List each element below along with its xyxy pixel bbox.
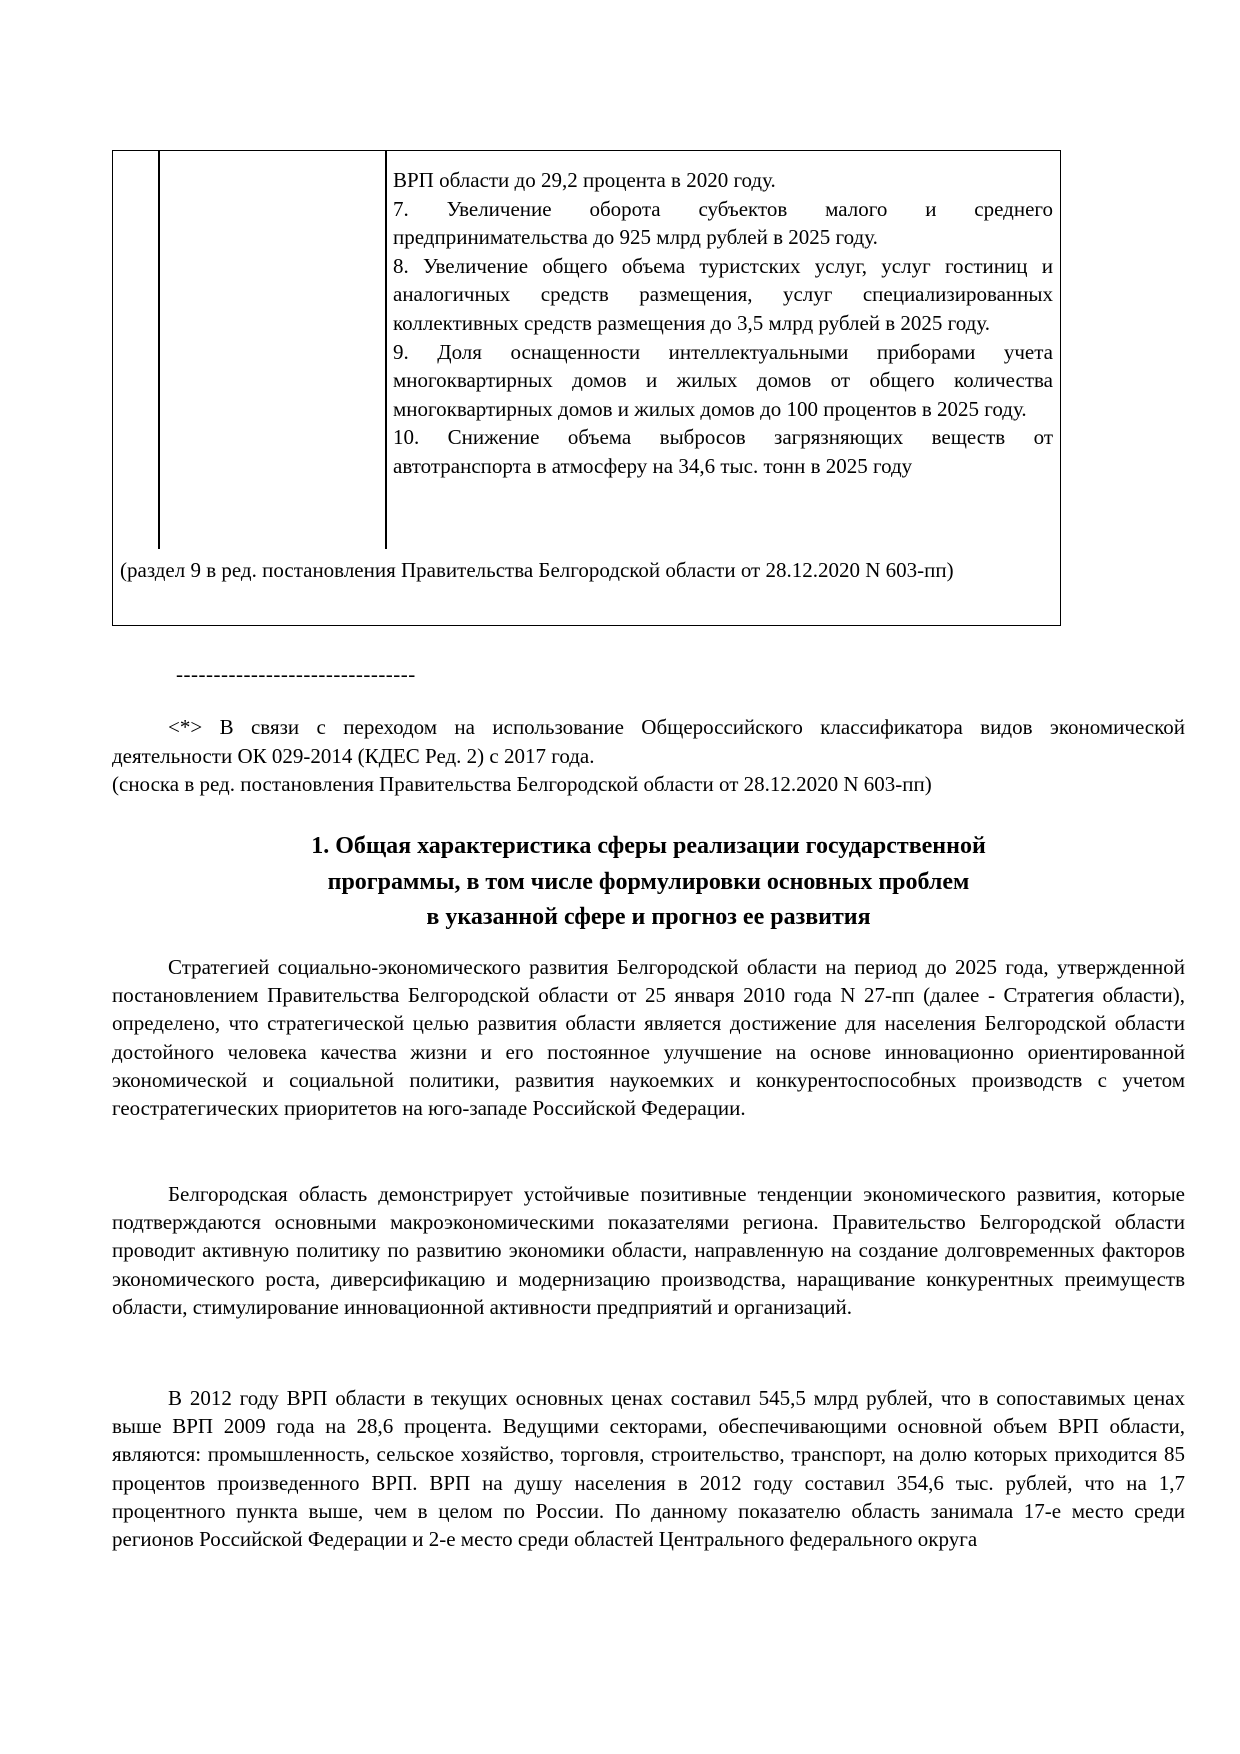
table-column-divider xyxy=(385,151,387,549)
heading-line: 1. Общая характеристика сферы реализации государственной xyxy=(311,833,986,859)
paragraph-trends: Белгородская область демонстрирует устойчивые позитивные тенденции экономического развития, которые подтверждаются основными макроэкономическими показателями региона. Правительство Белгородской области проводит активную политику по развитию экономики области, направленную на создание долговременных факторов экономического роста, диверсификацию и модернизацию производства, наращивание конкурентных преимуществ области, стимулирование инновационной активности предприятий и организаций. xyxy=(112,1182,1185,1319)
footnote-text: <*> В связи с переходом на использование Общероссийского классификатора видов экономической деятельности ОК 029-2014 (КДЕС Ред. 2) с 2017 года. xyxy=(112,715,1185,768)
paragraph-grp-2012: В 2012 году ВРП области в текущих основных ценах составил 545,5 млрд рублей, что в сопоставимых ценах выше ВРП 2009 года на 28,6 процента. Ведущими секторами, обеспечивающими основной объем ВРП области, являются: промышленность, сельское хозяйство, торговля, строительство, транспорт, на долю которых приходится 85 процентов произведенного ВРП. ВРП на душу населения в 2012 году составил 354,6 тыс. рублей, что на 1,7 процентного пункта выше, чем в целом по России. По данному показателю область занимала 17-е место среди регионов Российской Федерации и 2-е место среди областей Центрального федерального округа xyxy=(112,1386,1185,1552)
indicator-9: 9. Доля оснащенности интеллектуальными приборами учета многоквартирных домов и жилых домов от общего количества многоквартирных домов и жилых домов до 100 процентов в 2025 году. xyxy=(393,339,1053,421)
paragraph-strategy: Стратегией социально-экономического развития Белгородской области на период до 2025 года, утвержденной постановлением Правительства Белгородской области от 25 января 2010 года N 27-пп (далее - Стратегия области), определено, что стратегической целью развития области является достижение для населения Белгородской области достойного человека качества жизни и его постоянное улучшение на основе инновационно ориентированной экономической и социальной политики, развития наукоемких и конкурентоспособных производств с учетом геостратегических приоритетов на юго-западе Российской Федерации. xyxy=(112,955,1185,1121)
indicator-8: 8. Увеличение общего объема туристских услуг, услуг гостиниц и аналогичных средств размещения, услуг специализированных коллективных средств размещения до 3,5 млрд рублей в 2025 году. xyxy=(393,253,1053,335)
indicator-7: 7. Увеличение оборота субъектов малого и среднего предпринимательства до 925 млрд рублей в 2025 году. xyxy=(393,196,1053,250)
table-column-divider xyxy=(158,151,160,549)
heading-line: в указанной сфере и прогноз ее развития xyxy=(426,904,871,930)
indicator-10: 10. Снижение объема выбросов загрязняющих веществ от автотранспорта в атмосферу на 34,6 тыс. тонн в 2025 году xyxy=(393,425,1053,478)
footnote-separator: -------------------------------- xyxy=(176,662,416,686)
footnote-edit-note: (сноска в ред. постановления Правительства Белгородской области от 28.12.2020 N 603-пп) xyxy=(112,772,932,797)
table-cell-indicators xyxy=(393,166,1053,481)
heading-line: программы, в том числе формулировки основных проблем xyxy=(327,868,970,895)
indicator-line: ВРП области до 29,2 процента в 2020 году. xyxy=(393,168,776,192)
table-edit-note: (раздел 9 в ред. постановления Правительства Белгородской области от 28.12.2020 N 603-пп) xyxy=(120,558,954,582)
section-heading xyxy=(112,829,1185,936)
footnote xyxy=(112,713,1185,799)
